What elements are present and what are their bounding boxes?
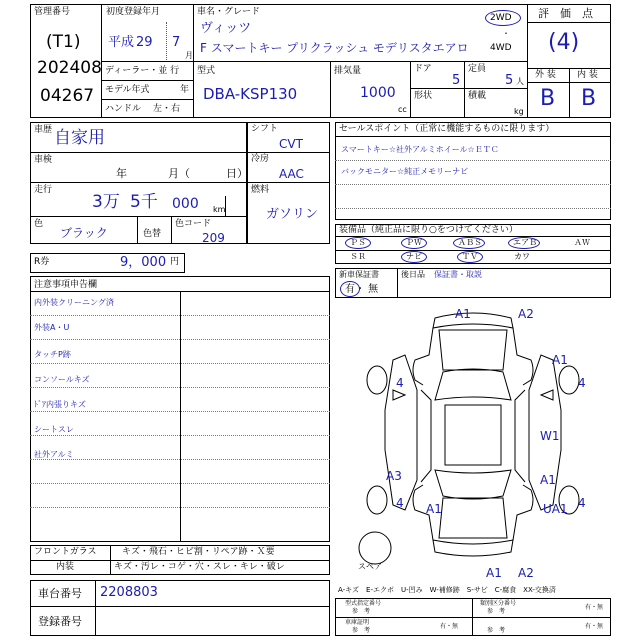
- note-item: シートスレ: [34, 425, 74, 434]
- displacement-value: 1000: [360, 85, 396, 101]
- drive-dot: ・: [502, 29, 510, 38]
- displacement-label: 排気量: [334, 66, 362, 76]
- inspection-month: 月（: [168, 167, 190, 180]
- recycle-unit: 円: [170, 257, 180, 267]
- mark-rear-r: A2: [518, 566, 534, 580]
- type-value: DBA-KSP130: [203, 85, 298, 103]
- load-unit: kg: [514, 107, 524, 116]
- note-item: 内外装クリーニング済: [34, 298, 114, 307]
- inspection-label: 車検: [34, 155, 53, 165]
- model-year-unit: 年: [180, 85, 190, 95]
- inspection-year: 年: [116, 167, 127, 180]
- mark-rf-tire: 4: [578, 376, 586, 390]
- recycle-label: R券: [34, 257, 50, 267]
- mark-rear-l: A1: [486, 566, 502, 580]
- equip-ps-circle: [345, 237, 371, 249]
- chassis-value: 2208803: [100, 585, 158, 600]
- mark-lr-tire: 4: [396, 496, 404, 510]
- footer-l3: 類別区分番号: [480, 600, 517, 607]
- equip-navi-circle: [401, 251, 427, 263]
- note-item: コンソールキズ: [34, 375, 90, 384]
- inspection-day: 日）: [226, 167, 248, 180]
- interior-label: 内 装: [577, 70, 598, 80]
- capacity-value: 5: [505, 73, 514, 88]
- mark-rf-side: A1: [552, 353, 568, 367]
- equip-ps: ＰＳ: [350, 238, 366, 247]
- notes-label: 注意事項申告欄: [34, 280, 98, 290]
- reg-label: 初度登録年月: [106, 7, 161, 17]
- footer-l5: 車庫証明: [345, 619, 370, 626]
- equip-leather: カワ: [514, 252, 530, 261]
- after-label: 後日品: [401, 270, 425, 279]
- mileage-man: 3万: [92, 192, 120, 212]
- score-label: 評 価 点: [538, 7, 593, 20]
- aircon-label: 冷房: [251, 154, 270, 164]
- equip-airbag-circle: [508, 237, 540, 249]
- equip-sr: ＳＲ: [350, 252, 366, 261]
- mark-lf-tire: 4: [396, 376, 404, 390]
- mark-left-rear: A3: [386, 469, 402, 483]
- mark-lr-a1: A1: [426, 502, 442, 516]
- interior-label-2: 内装: [56, 562, 75, 572]
- equip-abs-circle: [453, 237, 485, 249]
- note-item: 外装A・U: [34, 323, 70, 332]
- drive-4wd: 4WD: [490, 43, 512, 53]
- note-item: タッチP跡: [34, 350, 71, 359]
- footer-l6: 参 考: [352, 627, 371, 634]
- capacity-label: 定員: [468, 64, 487, 74]
- color-change-label: 色替: [143, 229, 162, 239]
- mileage-label: 走行: [34, 185, 53, 195]
- usage-label: 車歴: [34, 125, 53, 135]
- mark-right-mid: W1: [540, 429, 560, 443]
- warranty-value: 有・ 無: [345, 284, 379, 295]
- fuel-value: ガソリン: [266, 207, 319, 222]
- shift-label: シフト: [251, 124, 279, 134]
- equip-tv: ＴＶ: [462, 252, 478, 261]
- warranty-label: 新車保証書: [339, 270, 379, 279]
- fuel-label: 燃料: [251, 185, 270, 195]
- footer-l1: 型式指定番号: [345, 600, 382, 607]
- shift-value: CVT: [279, 137, 303, 151]
- footer-l10: 有・無: [585, 623, 604, 630]
- spare-label: スペア: [358, 562, 382, 571]
- handle-value: 左・右: [153, 104, 181, 114]
- score-value: (4): [548, 30, 580, 55]
- footer-l2: 参 考: [352, 608, 371, 615]
- color-value: ブラック: [60, 226, 108, 240]
- equipment-label: 装備品（純正品に限り○をつけてください）: [339, 225, 518, 235]
- dealer-label: ディーラー・並 行: [105, 66, 180, 76]
- doors-value: 5: [452, 73, 461, 88]
- interior-value: キズ・汚レ・コゲ・穴・スレ・キレ・破レ: [114, 562, 285, 572]
- footer-l9: 有・無: [585, 604, 604, 611]
- drive-2wd: 2WD: [490, 13, 512, 23]
- reg-year: 29: [136, 35, 153, 50]
- equip-tv-circle: [457, 251, 483, 263]
- equip-navi: ナビ: [406, 252, 422, 261]
- type-label: 型式: [197, 66, 216, 76]
- load-label: 積載: [468, 91, 487, 101]
- mark-fr: A2: [518, 307, 534, 321]
- equip-pw-circle: [401, 237, 427, 249]
- mgmt-label: 管理番号: [34, 7, 71, 17]
- registration-label: 登録番号: [38, 615, 82, 628]
- sales-line2: バックモニター☆純正メモリーナビ: [341, 167, 469, 176]
- capacity-unit: 人: [516, 77, 524, 86]
- note-item: 社外アルミ: [34, 450, 74, 459]
- interior-grade: B: [581, 86, 597, 111]
- after-value: 保証書・取説: [434, 270, 482, 279]
- car-body-diagram: [335, 300, 611, 580]
- reg-month-unit: 月: [185, 51, 193, 60]
- mileage-rest: 000: [172, 196, 199, 212]
- mark-rr-tire: 4: [578, 496, 586, 510]
- car-name: ヴィッツ: [200, 21, 252, 36]
- warranty-yes-circle: [340, 281, 360, 297]
- legend: A-キズ E-エクボ U-凹み W-補修跡 S-サビ C-腐食 XX-交換済: [338, 586, 556, 594]
- equip-aw: ＡＷ: [574, 238, 590, 247]
- color-label: 色: [34, 219, 44, 229]
- front-glass-value: キズ・飛石・ヒビ割・リペア跡・Ｘ要: [122, 547, 275, 557]
- mgmt-id3: 04267: [40, 86, 95, 106]
- aircon-value: AAC: [279, 167, 304, 181]
- color-code: 209: [202, 231, 225, 245]
- chassis-label: 車台番号: [38, 587, 82, 600]
- front-glass-label: フロントガラス: [34, 547, 97, 557]
- reg-era: 平成: [108, 35, 135, 50]
- footer-l8: 参 考: [487, 627, 506, 634]
- mgmt-id1: (T1): [46, 32, 81, 52]
- reg-month: 7: [172, 35, 181, 50]
- exterior-label: 外 装: [535, 70, 556, 80]
- sales-label: セールスポイント（正常に機能するものに限ります）: [339, 124, 555, 134]
- mgmt-id2: 202408: [37, 58, 102, 78]
- shape-label: 形状: [414, 91, 433, 101]
- mileage-unit: km: [213, 205, 226, 214]
- usage-value: 自家用: [54, 128, 105, 148]
- equip-airbag: エアＢ: [513, 238, 537, 247]
- doors-label: ドア: [414, 64, 432, 74]
- displacement-unit: cc: [398, 105, 407, 114]
- note-item: ﾄﾞｱ内張りキズ: [34, 400, 86, 409]
- mileage-sen: 5千: [130, 192, 158, 212]
- sales-line1: スマートキー☆社外アルミホイール☆ＥＴＣ: [341, 145, 499, 154]
- car-label: 車名・グレード: [197, 7, 261, 17]
- handle-label: ハンドル: [105, 104, 142, 114]
- recycle-value: 9，000: [120, 255, 167, 270]
- mark-right-rear: A1: [540, 473, 556, 487]
- equip-pw: ＰＷ: [406, 238, 422, 247]
- model-year-label: モデル年式: [105, 85, 150, 95]
- color-code-label: 色コード: [175, 219, 212, 229]
- footer-l4: 参 考: [487, 608, 506, 615]
- mark-rr: UA1: [543, 502, 568, 516]
- footer-l7: 有・無: [440, 623, 459, 630]
- exterior-grade: B: [540, 86, 556, 111]
- car-grade: F スマートキー プリクラッシュ モデリスタエアロ: [200, 41, 469, 55]
- mark-fl: A1: [455, 307, 471, 321]
- equip-abs: ＡＢＳ: [458, 238, 482, 247]
